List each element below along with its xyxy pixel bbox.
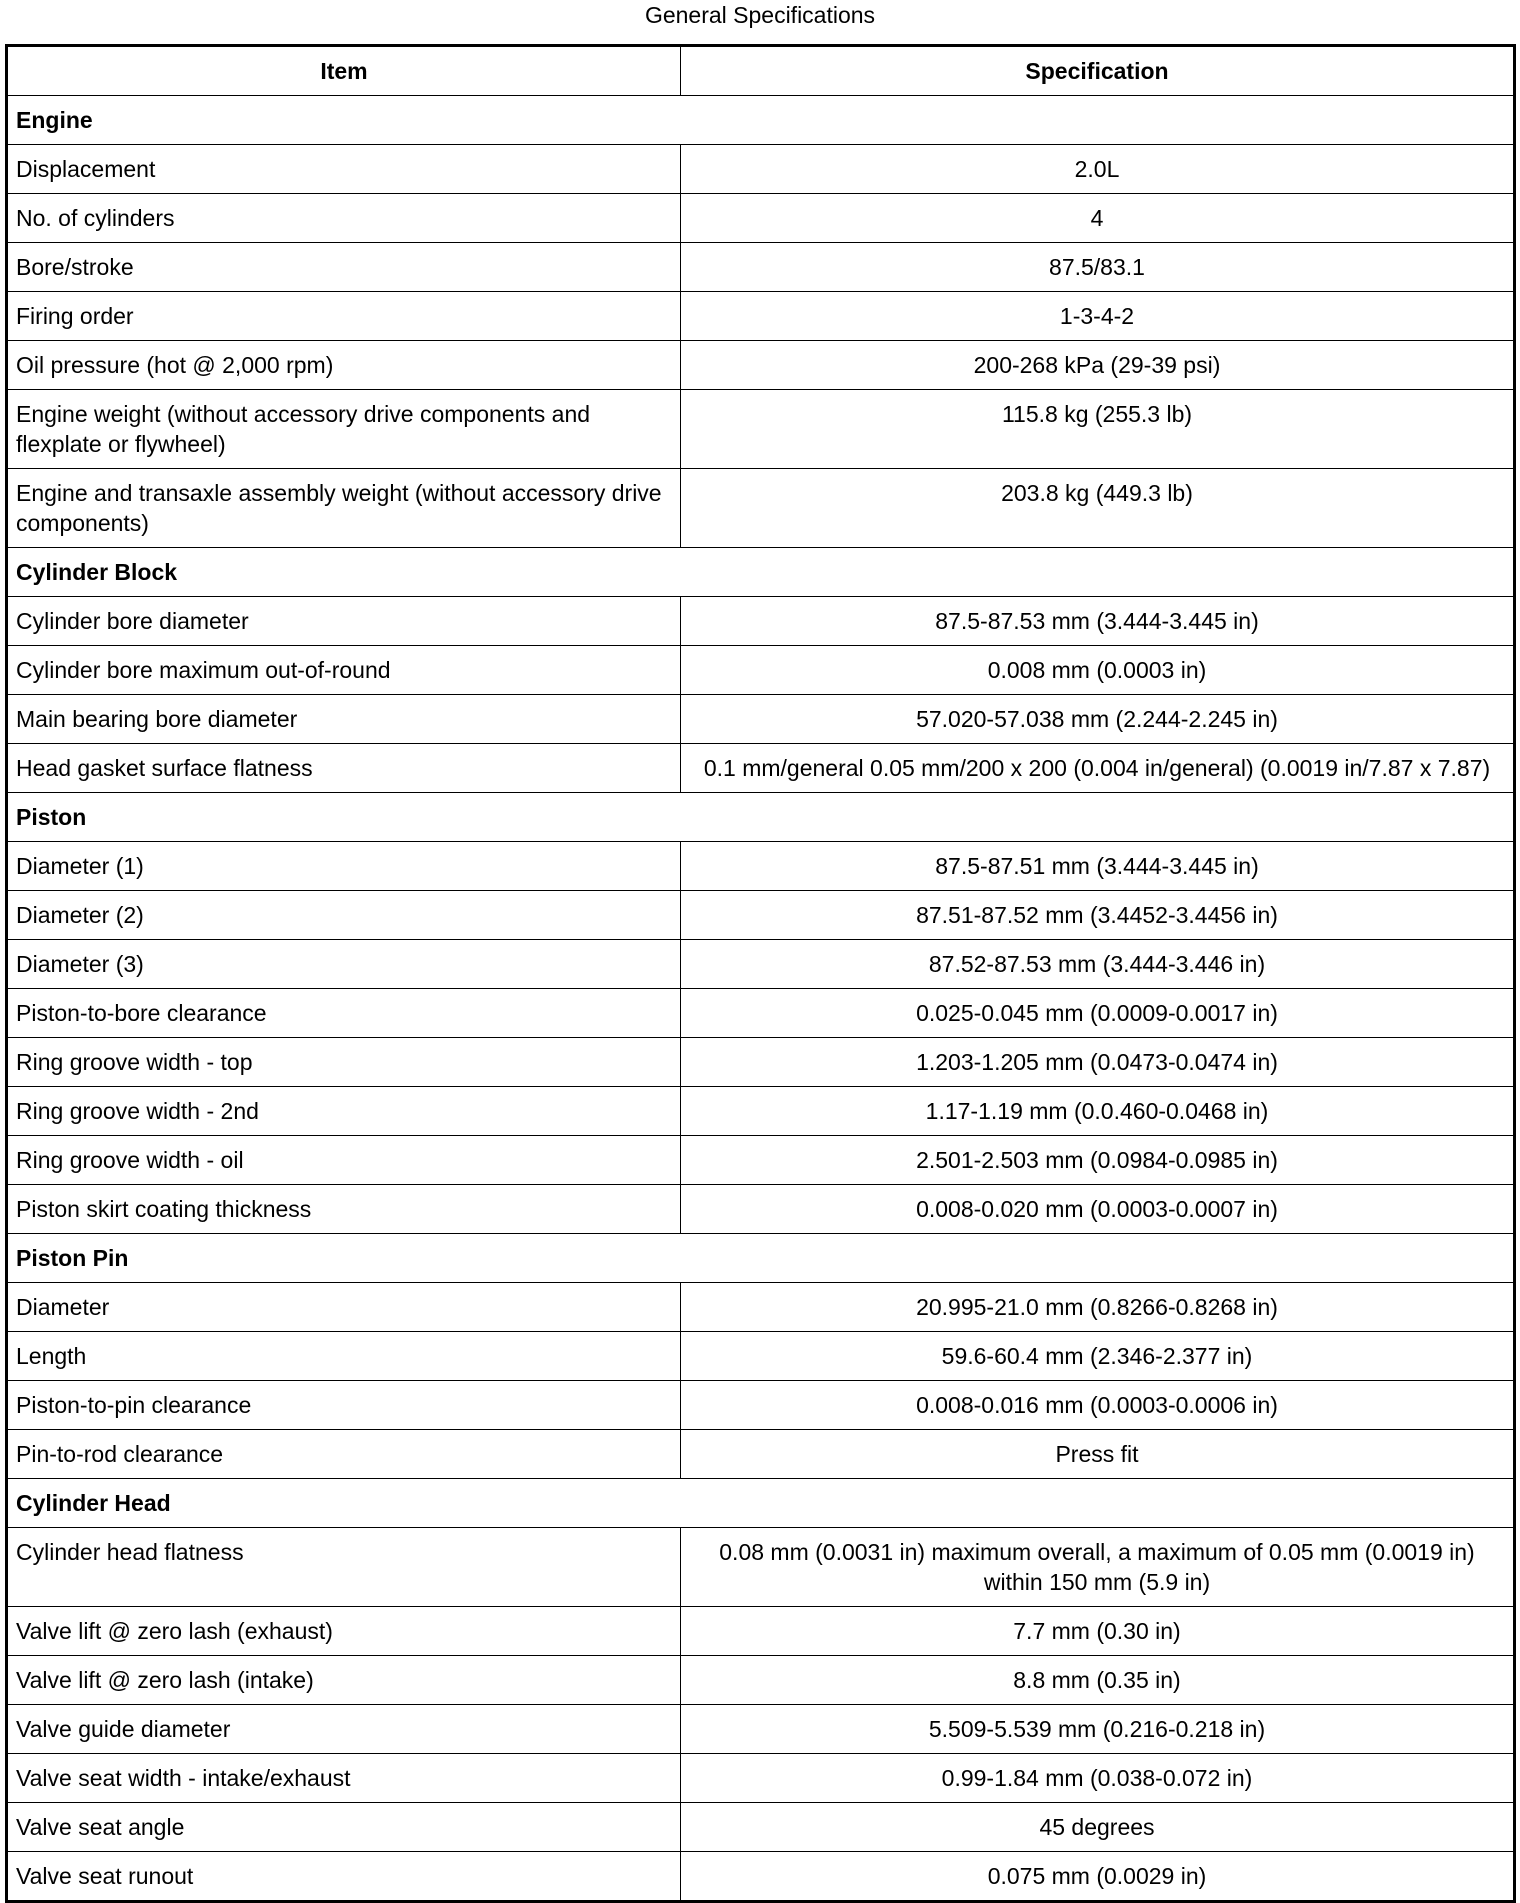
table-row: [7, 469, 1515, 548]
table-row: [7, 1803, 1515, 1852]
specification-cell: 0.075 mm (0.0029 in): [681, 1852, 1515, 1902]
table-row: [7, 1430, 1515, 1479]
section-heading: Piston: [7, 793, 1515, 842]
item-cell: Piston skirt coating thickness: [7, 1185, 681, 1234]
section-heading: Piston Pin: [7, 1234, 1515, 1283]
specification-cell: 87.51-87.52 mm (3.4452-3.4456 in): [681, 891, 1515, 940]
specification-cell: 59.6-60.4 mm (2.346-2.377 in): [681, 1332, 1515, 1381]
item-cell: Cylinder bore maximum out-of-round: [7, 646, 681, 695]
item-cell: Displacement: [7, 145, 681, 194]
table-row: [7, 744, 1515, 793]
table-row: [7, 646, 1515, 695]
table-row: [7, 1705, 1515, 1754]
item-cell: Head gasket surface flatness: [7, 744, 681, 793]
table-row: [7, 194, 1515, 243]
specification-cell: 5.509-5.539 mm (0.216-0.218 in): [681, 1705, 1515, 1754]
table-row: [7, 341, 1515, 390]
table-row: [7, 1607, 1515, 1656]
item-cell: Diameter: [7, 1283, 681, 1332]
specification-cell: Press fit: [681, 1430, 1515, 1479]
table-row: [7, 989, 1515, 1038]
section-heading: Engine: [7, 96, 1515, 145]
table-row: [7, 1087, 1515, 1136]
specification-cell: 1.203-1.205 mm (0.0473-0.0474 in): [681, 1038, 1515, 1087]
specification-cell: 2.0L: [681, 145, 1515, 194]
specification-cell: 115.8 kg (255.3 lb): [681, 390, 1515, 469]
specification-cell: 20.995-21.0 mm (0.8266-0.8268 in): [681, 1283, 1515, 1332]
specification-cell: 203.8 kg (449.3 lb): [681, 469, 1515, 548]
specification-cell: 87.5-87.53 mm (3.444-3.445 in): [681, 597, 1515, 646]
column-header-item: Item: [7, 46, 681, 96]
table-row: [7, 695, 1515, 744]
item-cell: Diameter (1): [7, 842, 681, 891]
specification-cell: 4: [681, 194, 1515, 243]
section-row: [7, 1234, 1515, 1283]
table-row: [7, 597, 1515, 646]
section-row: [7, 1479, 1515, 1528]
specification-cell: 87.5/83.1: [681, 243, 1515, 292]
table-row: [7, 1754, 1515, 1803]
item-cell: Firing order: [7, 292, 681, 341]
item-cell: Length: [7, 1332, 681, 1381]
table-row: [7, 1038, 1515, 1087]
specification-cell: 0.1 mm/general 0.05 mm/200 x 200 (0.004 in/general) (0.0019 in/7.87 x 7.87): [681, 744, 1515, 793]
item-cell: Oil pressure (hot @ 2,000 rpm): [7, 341, 681, 390]
table-row: [7, 145, 1515, 194]
specification-cell: 45 degrees: [681, 1803, 1515, 1852]
table-row: [7, 1332, 1515, 1381]
item-cell: Pin-to-rod clearance: [7, 1430, 681, 1479]
section-heading: Cylinder Block: [7, 548, 1515, 597]
item-cell: Diameter (2): [7, 891, 681, 940]
specification-cell: 0.008-0.020 mm (0.0003-0.0007 in): [681, 1185, 1515, 1234]
table-row: [7, 1656, 1515, 1705]
item-cell: Valve guide diameter: [7, 1705, 681, 1754]
specification-cell: 1-3-4-2: [681, 292, 1515, 341]
table-row: [7, 1528, 1515, 1607]
header-row: [7, 46, 1515, 96]
item-cell: Cylinder bore diameter: [7, 597, 681, 646]
table-title: General Specifications: [644, 2, 876, 28]
specification-cell: 2.501-2.503 mm (0.0984-0.0985 in): [681, 1136, 1515, 1185]
specification-cell: 1.17-1.19 mm (0.0.460-0.0468 in): [681, 1087, 1515, 1136]
column-header-specification: Specification: [681, 46, 1515, 96]
item-cell: Ring groove width - top: [7, 1038, 681, 1087]
table-row: [7, 891, 1515, 940]
item-cell: Cylinder head flatness: [7, 1528, 681, 1607]
specification-cell: 87.52-87.53 mm (3.444-3.446 in): [681, 940, 1515, 989]
table-row: [7, 1136, 1515, 1185]
table-row: [7, 940, 1515, 989]
specification-cell: 87.5-87.51 mm (3.444-3.445 in): [681, 842, 1515, 891]
general-specifications-table: [5, 44, 1516, 1903]
item-cell: Piston-to-pin clearance: [7, 1381, 681, 1430]
item-cell: Piston-to-bore clearance: [7, 989, 681, 1038]
specification-cell: 57.020-57.038 mm (2.244-2.245 in): [681, 695, 1515, 744]
table-row: [7, 243, 1515, 292]
table-row: [7, 1185, 1515, 1234]
item-cell: Bore/stroke: [7, 243, 681, 292]
specification-cell: 0.008-0.016 mm (0.0003-0.0006 in): [681, 1381, 1515, 1430]
item-cell: Ring groove width - 2nd: [7, 1087, 681, 1136]
item-cell: Valve seat width - intake/exhaust: [7, 1754, 681, 1803]
specification-cell: 8.8 mm (0.35 in): [681, 1656, 1515, 1705]
item-cell: Valve seat runout: [7, 1852, 681, 1902]
item-cell: Main bearing bore diameter: [7, 695, 681, 744]
specification-cell: 0.08 mm (0.0031 in) maximum overall, a maximum of 0.05 mm (0.0019 in) within 150 mm (5.9 in): [681, 1528, 1515, 1607]
table-row: [7, 390, 1515, 469]
table-row: [7, 1852, 1515, 1902]
item-cell: Valve seat angle: [7, 1803, 681, 1852]
table-row: [7, 292, 1515, 341]
item-cell: No. of cylinders: [7, 194, 681, 243]
item-cell: Ring groove width - oil: [7, 1136, 681, 1185]
specification-cell: 0.99-1.84 mm (0.038-0.072 in): [681, 1754, 1515, 1803]
section-row: [7, 548, 1515, 597]
item-cell: Valve lift @ zero lash (intake): [7, 1656, 681, 1705]
table-row: [7, 842, 1515, 891]
table-row: [7, 1283, 1515, 1332]
item-cell: Valve lift @ zero lash (exhaust): [7, 1607, 681, 1656]
specification-cell: 0.025-0.045 mm (0.0009-0.0017 in): [681, 989, 1515, 1038]
specification-cell: 0.008 mm (0.0003 in): [681, 646, 1515, 695]
item-cell: Engine weight (without accessory drive components and flexplate or flywheel): [7, 390, 681, 469]
section-heading: Cylinder Head: [7, 1479, 1515, 1528]
section-row: [7, 793, 1515, 842]
table-row: [7, 1381, 1515, 1430]
item-cell: Engine and transaxle assembly weight (without accessory drive components): [7, 469, 681, 548]
item-cell: Diameter (3): [7, 940, 681, 989]
section-row: [7, 96, 1515, 145]
specification-cell: 7.7 mm (0.30 in): [681, 1607, 1515, 1656]
specification-cell: 200-268 kPa (29-39 psi): [681, 341, 1515, 390]
